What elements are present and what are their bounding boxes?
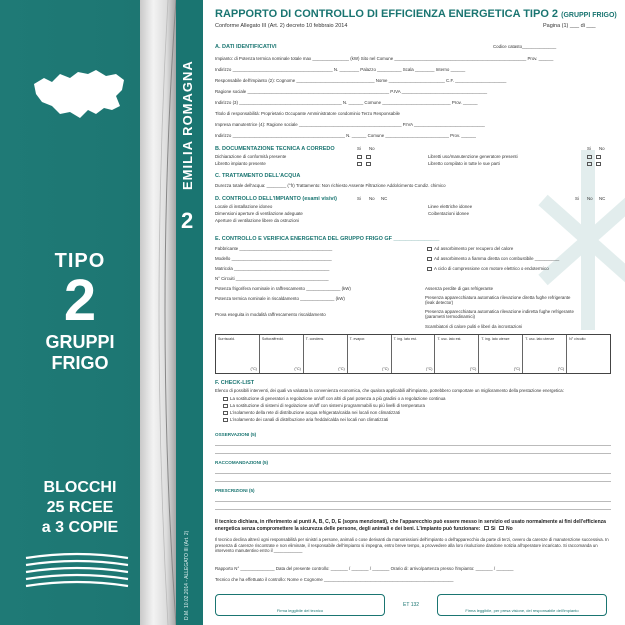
blocchi-line3: a 3 COPIE	[41, 519, 119, 536]
raccomandazioni-line[interactable]	[215, 473, 611, 474]
tipo-sub-line1: GRUPPI	[45, 332, 115, 352]
d-coibentazioni[interactable]: Coibentazioni idonee	[428, 211, 470, 216]
raccomandazioni-label: RACCOMANDAZIONI (5)	[215, 460, 269, 465]
b-yes-header-right: Si	[587, 146, 591, 151]
strip-number: 2	[181, 208, 194, 233]
table-cell[interactable]: Surriscald. (°C)	[216, 335, 260, 373]
e-pot-frig[interactable]: Potenza frigorifera nominale in raffrescamento ______________ (kW)	[215, 286, 351, 291]
paper-stack-icon	[22, 548, 132, 594]
osservazioni-label: OSSERVAZIONI (5)	[215, 432, 257, 437]
d-aperture[interactable]: Aperture di ventilazione libere da ostruzioni	[215, 218, 299, 223]
b-libretto[interactable]: Libretto impianto presente	[215, 161, 266, 166]
osservazioni-line[interactable]	[215, 445, 611, 446]
section-e-title: E. CONTROLLO E VERIFICA ENERGETICA DEL GRUPPO FRIGO GF _______________	[215, 236, 440, 242]
table-cell[interactable]: T. ing. lato utenze (°C)	[479, 335, 523, 373]
e-rilevazione-indiretta[interactable]: Presenza apparecchiatura automatica rilevazione indiretta fughe refrigerante (parametri termodinamici)	[425, 309, 574, 319]
table-cell[interactable]: T. ing. lato est. (°C)	[392, 335, 436, 373]
b-libretti-uso[interactable]: Libretti uso/manutenzione generatore presenti	[428, 154, 518, 159]
prescrizioni-line[interactable]	[215, 509, 611, 510]
form-page	[203, 0, 625, 625]
e-assorbimento-recupero[interactable]: Ad assorbimento per recupero del calore	[425, 246, 513, 251]
measurements-table[interactable]	[215, 334, 611, 374]
b-checkbox-group[interactable]	[355, 161, 373, 166]
e-perdite-gas[interactable]: Assenza perdite di gas refrigerante	[425, 286, 494, 291]
table-cell[interactable]: N° circuito	[569, 337, 586, 341]
b-no-header-right: No	[599, 146, 605, 151]
d-yes-header-right: Si	[575, 196, 579, 201]
blocchi-label	[20, 478, 140, 538]
a-row-indirizzo[interactable]: Indirizzo _________________________________________ N. ________ Palazzo __________ Scala ________ Interno ______	[215, 67, 466, 72]
b-libretto-compilato[interactable]: Libretto compilato in tutte le sue parti	[428, 161, 500, 166]
f-intro: Elenco di possibili interventi, dei quali va valutata la convenienza economica, che qualora applicabili all'impianto, potrebbero comportare un miglioramento della prestazione energetica:	[215, 388, 564, 393]
e-scambiatori[interactable]: Scambiatori di calore puliti e liberi da incrostazioni	[425, 324, 523, 329]
doc-title-text: RAPPORTO DI CONTROLLO DI EFFICIENZA ENERGETICA TIPO 2	[215, 8, 559, 20]
table-cell[interactable]: Sottoraffredd. (°C)	[260, 335, 304, 373]
section-a-title: A. DATI IDENTIFICATIVI	[215, 44, 277, 50]
table-cell[interactable]: T. usc. lato utenze (°C)	[523, 335, 567, 373]
e-fabbricante[interactable]: Fabbricante ______________________________________	[215, 246, 333, 251]
technician-signature-box[interactable]: Firma leggibile del tecnico	[215, 594, 385, 616]
d-no-header-right: No	[587, 196, 593, 201]
a-row-responsabile[interactable]: Responsabile dell'impianto (2): Cognome ________________________________ Nome _______________________ C.F. _____________________	[215, 78, 507, 83]
a-row-impresa[interactable]: Impresa manutentrice (4): Ragione sociale __________________________________________ P.IVA _____________________________	[215, 122, 485, 127]
e-modello[interactable]: Modello _________________________________________	[215, 256, 332, 261]
b-checkbox-group[interactable]	[585, 154, 603, 159]
d-nc-header-right: NC	[599, 196, 606, 201]
a-row-titolo[interactable]: Titolo di responsabilità: Proprietario Occupante Amministratore condominio Terzo Responsabile	[215, 111, 400, 116]
b-checkbox-group[interactable]	[355, 154, 373, 159]
tecnico-line[interactable]: Tecnico che ha effettuato il controllo: Nome e Cognome _____________________________________________________	[215, 577, 454, 582]
prescrizioni-line[interactable]	[215, 501, 611, 502]
d-linee[interactable]: Linee elettriche idonee	[428, 204, 473, 209]
codice-catasto-field[interactable]: Codice catasto______________	[493, 44, 557, 49]
d-locale[interactable]: Locale di installazione idoneo	[215, 204, 273, 209]
page-number-field[interactable]: Pagina (1) ___ di ___	[543, 23, 596, 29]
declaration-text: Il tecnico dichiara, in riferimento ai punti A, B, C, D, E (sopra menzionati), che l'apparecchio può essere messo in servizio ed usato normalmente ai fini dell'efficienza energetica senza compromettere la sicurezza delle persone, degli animali e dei beni. L'impianto può funzionare: Si No	[215, 519, 606, 532]
section-c-title: C. TRATTAMENTO DELL'ACQUA	[215, 173, 301, 179]
strip-footer: D.M. 10.02.2014 - ALLEGATO III (Art. 2)	[184, 530, 190, 620]
d-no-header: No	[369, 196, 375, 201]
e-ciclo-compressione[interactable]: A ciclo di compressione con motore elettrico o endotermico	[425, 266, 549, 271]
f-check-2[interactable]: La sostituzione di sistemi di regolazione on/off con sistemi programmabili su più livelli di temperatura	[221, 403, 425, 408]
doc-title	[215, 8, 617, 20]
f-check-1[interactable]: La sostituzione di generatori a regolazione on/off con altri di pari potenza a più gradini o a regolazione continua	[221, 396, 445, 401]
e-circuiti[interactable]: N° Circuiti ______________________________________	[215, 276, 329, 281]
doc-title-suffix: (GRUPPI FRIGO)	[561, 12, 617, 19]
doc-subtitle: Conforme Allegato III (Art. 2) decreto 10 febbraio 2014	[215, 23, 348, 29]
e-prova[interactable]: Prova eseguita in modalità raffrescamento riscaldamento	[215, 312, 326, 317]
tipo-subtitle	[20, 332, 140, 374]
section-b-title: B. DOCUMENTAZIONE TECNICA A CORREDO	[215, 146, 335, 152]
prescrizioni-label: PRESCRIZIONI (5)	[215, 488, 255, 493]
blocchi-line2: 25 RCEE	[46, 499, 114, 516]
f-check-3[interactable]: L'isolamento della rete di distribuzione acqua refrigerata/calda nei locali non climatizzati	[221, 410, 400, 415]
table-cell[interactable]: T. condens. (°C)	[304, 335, 348, 373]
c-row-durezza[interactable]: Durezza totale dell'acqua: ________ (°fr) Trattamento: Non richiesto Assente Filtrazione Addolcimento Condiz. chimico	[215, 183, 446, 188]
section-d-title: D. CONTROLLO DELL'IMPIANTO (esami visivi)	[215, 196, 337, 202]
tipo-number: 2	[63, 268, 97, 333]
e-assorbimento-fiamma[interactable]: Ad assorbimento a fiamma diretta con combustibile __________	[425, 256, 559, 261]
owner-signature-box[interactable]: Firma leggibile, per presa visione, del responsabile dell'impianto	[437, 594, 607, 616]
emilia-romagna-map-icon	[30, 62, 130, 122]
osservazioni-line[interactable]	[215, 453, 611, 454]
disclaimer-text: Il tecnico declina altresì ogni responsabilità per sinistri a persone, animali o cose derivanti da manomissioni dell'impianto o dell'apparecchio da parte di terzi, ovvero da carenze di manutenzione successiva. In presenza di carenze riscontrate e non eliminate, il responsabile dell'impianto si impegna, entro breve tempo, a provvedere alla loro risoluzione dandone notizia all'operatore incaricato. Si raccomanda un intervento manutentivo entro il ____________	[215, 537, 609, 554]
table-cell[interactable]: T. evapor. (°C)	[348, 335, 392, 373]
e-pot-term[interactable]: Potenza termica nominale in riscaldamento ______________ (kW)	[215, 296, 345, 301]
a-row-indirizzo-impresa[interactable]: Indirizzo ______________________________________________ N. ______ Comune __________________________ Prov. ______	[215, 133, 476, 138]
d-yes-header: Si	[357, 196, 361, 201]
e-rilevazione-diretta[interactable]: Presenza apparecchiatura automatica rilevazione diretta fughe refrigerante (leak detector)	[425, 295, 571, 305]
e-matricola[interactable]: Matricola _______________________________________	[215, 266, 330, 271]
table-cell[interactable]: T. usc. lato est. (°C)	[435, 335, 479, 373]
a-row-impianto[interactable]: Impianto: di Potenza termica nominale totale max _______________ (kW) Sito nel Comune ______________________________________________________ Prov. ______	[215, 56, 554, 61]
b-no-header: No	[369, 146, 375, 151]
tipo-label: TIPO	[54, 250, 106, 272]
a-row-indirizzo-resp[interactable]: Indirizzo (3) __________________________________________ N. ______ Comune ____________________________ Prov. ______	[215, 100, 478, 105]
f-check-4[interactable]: L'isolamento dei canali di distribuzione aria fredda/calda nei locali non climatizzati	[221, 417, 388, 422]
d-nc-header: NC	[381, 196, 388, 201]
d-dimensioni[interactable]: Dimensioni aperture di ventilazione adeguate	[215, 211, 303, 216]
b-dichiarazione[interactable]: Dichiarazione di conformità presente	[215, 154, 287, 159]
b-checkbox-group[interactable]	[585, 161, 603, 166]
b-yes-header: Si	[357, 146, 361, 151]
et-code: ET 132	[403, 602, 420, 608]
a-row-ragione-sociale[interactable]: Ragione sociale __________________________________________________________ P.IVA ___________________________________	[215, 89, 488, 94]
rapporto-line[interactable]: Rapporto N° ______________ Data del presente controllo: _______ / _______ / _______ Orario di: arrivo/partenza presso l'impianto: _______ / _______	[215, 566, 514, 571]
section-f-title: F. CHECK-LIST	[215, 380, 255, 386]
raccomandazioni-line[interactable]	[215, 481, 611, 482]
tipo-sub-line2: FRIGO	[51, 353, 109, 373]
blocchi-line1: BLOCCHI	[43, 479, 117, 496]
strip-region-label: EMILIA ROMAGNA	[180, 60, 195, 190]
